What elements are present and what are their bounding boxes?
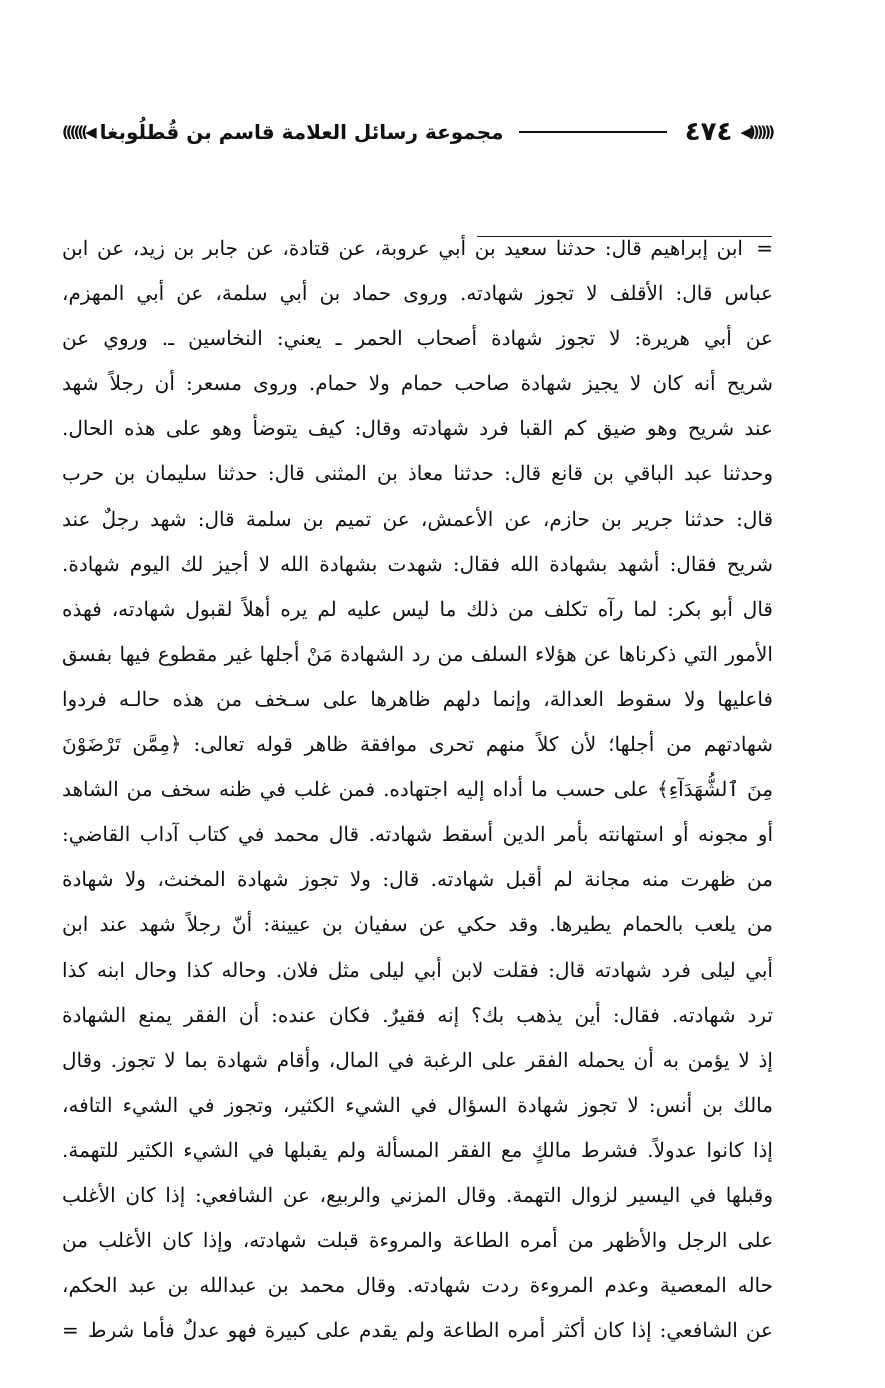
text-line-content: قال: حدثنا جرير بن حازم، عن الأعمش، عن تميم بن سلمة قال: شهد رجلٌ عند (62, 506, 773, 531)
text-line (62, 632, 773, 677)
text-line-content: وقبلها في اليسير لزوال التهمة. وقال المزني والربيع، عن الشافعي: إذا كان الأغلب (62, 1182, 773, 1207)
text-line (62, 677, 773, 722)
running-header (62, 112, 772, 152)
text-line-content: الأمور التي ذكرناها عن هؤلاء السلف من رد الشهادة مَنْ أجلها غير مقطوع فيها بفسق (62, 641, 773, 666)
text-line-content: من ظهرت منه مجانة لم أقبل شهادته. قال: ولا تجوز شهادة المخنث، ولا شهادة (62, 867, 773, 892)
text-line (62, 767, 773, 812)
text-line (62, 316, 773, 361)
text-line (62, 1308, 773, 1353)
text-line-content: إذا كانوا عدولاً. فشرط مالكٍ مع الفقر المسألة ولم يقبلها في الشيء الكثير للتهمة. (62, 1137, 773, 1162)
header-ornament-left: ((((((◀ (62, 123, 94, 141)
text-line (62, 722, 773, 767)
text-line-content: على الرجل والأظهر من أمره الطاعة والمروءة قبلت شهادته، وإذا كان الأغلب من (62, 1228, 773, 1253)
text-line (62, 406, 773, 451)
text-line (62, 361, 773, 406)
continuation-marker-start: = (756, 236, 773, 260)
text-line (62, 226, 773, 271)
text-line (62, 271, 773, 316)
text-line-content: قال أبو بكر: لما رآه تكلف من ذلك ما ليس عليه لم يره أهلاً لقبول شهادته، فهذه (62, 596, 773, 621)
text-line (62, 1038, 773, 1083)
text-line-content: شريح فقال: أشهد بشهادة الله فقال: شهدت بشهادة الله لا أجيز لك اليوم شهادة. (62, 551, 773, 576)
text-line (62, 857, 773, 902)
text-line-content: من يلعب بالحمام يطيرها. وقد حكي عن سفيان بن عيينة: أنّ رجلاً شهد عند ابن (62, 912, 773, 937)
text-line (62, 1173, 773, 1218)
text-line-content: أبي ليلى فرد شهادته قال: فقلت لابن أبي ليلى مثل فلان. وحاله كذا وحال ابنه كذا (62, 957, 773, 982)
book-title: مجموعة رسائل العلامة قاسم بن قُطلُوبغا (99, 120, 504, 144)
text-line-content: عن الشافعي: إذا كان أكثر أمره الطاعة ولم يقدم على كبيرة فهو عدلٌ فأما شرط (88, 1318, 773, 1343)
text-line (62, 993, 773, 1038)
text-line (62, 812, 773, 857)
text-line-content: مالك بن أنس: لا تجوز شهادة السؤال في الشيء الكثير، وتجوز في الشيء التافه، (62, 1092, 773, 1117)
text-line (62, 587, 773, 632)
text-line (62, 542, 773, 587)
text-line-content: وحدثنا عبد الباقي بن قانع قال: حدثنا معاذ بن المثنى قال: حدثنا سليمان بن حرب (62, 461, 773, 486)
text-line-content: مِنَ ٱلشُّهَدَآءِ﴾ على حسب ما أداه إليه اجتهاده. فمن غلب في ظنه سخف من الشاهد (62, 777, 773, 802)
text-line (62, 497, 773, 542)
text-line-content: عباس قال: الأقلف لا تجوز شهادته. وروى حماد بن أبي سلمة، عن أبي المهزم، (62, 281, 773, 306)
text-line (62, 1083, 773, 1128)
text-line-content: حاله المعصية وعدم المروءة ردت شهادته. وقال محمد بن عبدالله بن عبد الحكم، (62, 1273, 773, 1298)
footnote-text (62, 226, 773, 1353)
text-line-content: ترد شهادته. فقال: أين يذهب بك؟ إنه فقيرٌ. فكان عنده: أن الفقر يمنع الشهادة (62, 1002, 773, 1027)
text-line-content: شريح أنه كان لا يجيز شهادة صاحب حمام ولا حمام. وروى مسعر: أن رجلاً شهد (62, 371, 773, 396)
text-line-content: عند شريح وهو ضيق كم القبا فرد شهادته وقال: كيف يتوضأ وهو على هذه الحال. (62, 416, 773, 441)
text-line-content: فاعليها ولا سقوط العدالة، وإنما دلهم ظاهرها على سـخف من هذه حالـه فردوا (62, 686, 773, 711)
header-rule (519, 131, 666, 133)
text-line (62, 948, 773, 993)
header-ornament-right: ◀)))))) (740, 123, 772, 141)
text-line (62, 1263, 773, 1308)
text-line-content: عن أبي هريرة: لا تجوز شهادة أصحاب الحمر ـ يعني: النخاسين ـ. وروي عن (62, 326, 773, 351)
text-line (62, 1218, 773, 1263)
text-line-content: شهادتهم من أجلها؛ لأن كلاً منهم تحرى موافقة ظاهر قوله تعالى: ﴿مِمَّن تَرْضَوْنَ (62, 732, 773, 757)
text-line (62, 1128, 773, 1173)
text-line (62, 902, 773, 947)
text-line-content: ابن إبراهيم قال: حدثنا سعيد بن أبي عروبة، عن قتادة، عن جابر بن زيد، عن ابن (62, 236, 743, 260)
text-line-content: إذ لا يؤمن به أن يحمله الفقر على الرغبة في المال، وأقام شهادة بما لا تجوز. وقال (62, 1047, 773, 1072)
text-line (62, 451, 773, 496)
page-number: ٤٧٤ (684, 117, 733, 147)
text-line-content: أو مجونه أو استهانته بأمر الدين أسقط شهادته. قال محمد في كتاب آداب القاضي: (62, 822, 773, 847)
continuation-marker-end: = (62, 1318, 79, 1343)
